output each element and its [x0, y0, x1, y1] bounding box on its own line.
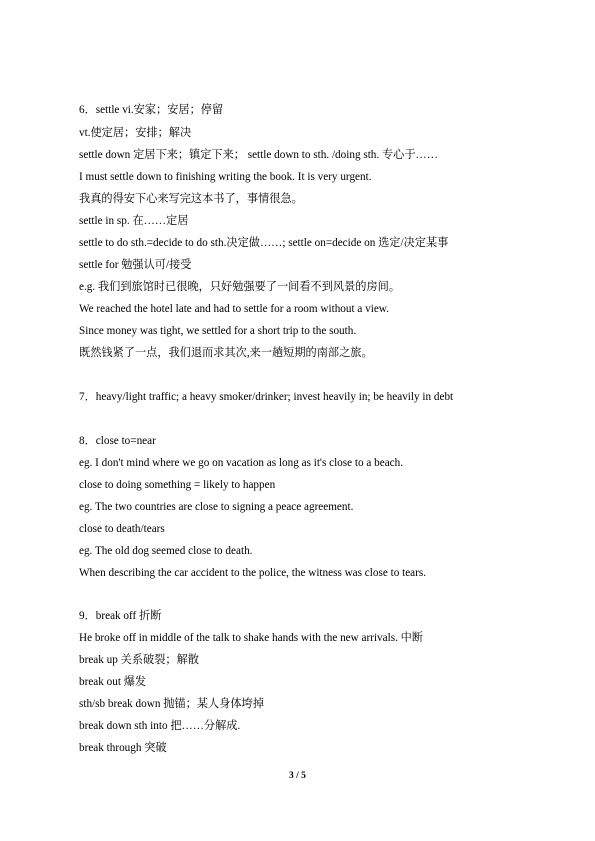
- text-line: break up 关系破裂；解散: [79, 654, 199, 666]
- text-line: eg. The old dog seemed close to death.: [79, 545, 253, 557]
- text-line: eg. The two countries are close to signing a peace agreement.: [79, 501, 354, 513]
- section-heading: 7．heavy/light traffic; a heavy smoker/drinker; invest heavily in; be heavily in debt: [79, 391, 454, 403]
- page-number: 3 / 5: [289, 771, 306, 781]
- text-line: break through 突破: [79, 742, 167, 754]
- text-line: settle to do sth.=decide to do sth.决定做……; settle on=decide on 选定/决定某事: [79, 237, 449, 249]
- text-line: 我真的得安下心来写完这本书了，事情很急。: [79, 193, 303, 205]
- text-line: When describing the car accident to the police, the witness was close to tears.: [79, 567, 426, 579]
- text-line: Since money was tight, we settled for a short trip to the south.: [79, 325, 357, 337]
- text-line: vt.使定居；安排；解决: [79, 127, 192, 139]
- text-line: He broke off in middle of the talk to shake hands with the new arrivals. 中断: [79, 632, 424, 644]
- section-heading: 8．close to=near: [79, 435, 156, 447]
- text-line: sth/sb break down 抛锚；某人身体垮掉: [79, 698, 264, 710]
- text-line: close to doing something = likely to happen: [79, 479, 276, 491]
- text-line: settle for 勉强认可/接受: [79, 259, 192, 271]
- text-line: settle down 定居下来；镇定下来； settle down to sth. /doing sth. 专心于……: [79, 149, 438, 161]
- text-line: We reached the hotel late and had to settle for a room without a view.: [79, 303, 389, 315]
- text-line: e.g. 我们到旅馆时已很晚，只好勉强要了一间看不到风景的房间。: [79, 281, 401, 293]
- section-heading: 9．break off 折断: [79, 610, 162, 622]
- text-line: break down sth into 把……分解成.: [79, 720, 241, 732]
- text-line: break out 爆发: [79, 676, 147, 688]
- section-heading: 6．settle vi.安家；安居；停留: [79, 104, 224, 116]
- text-line: eg. I don't mind where we go on vacation as long as it's close to a beach.: [79, 457, 404, 469]
- text-line: I must settle down to finishing writing the book. It is very urgent.: [79, 171, 372, 183]
- text-line: 既然钱紧了一点，我们退而求其次,来一趟短期的南部之旅。: [79, 347, 373, 359]
- text-line: close to death/tears: [79, 523, 165, 535]
- text-line: settle in sp. 在……定居: [79, 215, 189, 227]
